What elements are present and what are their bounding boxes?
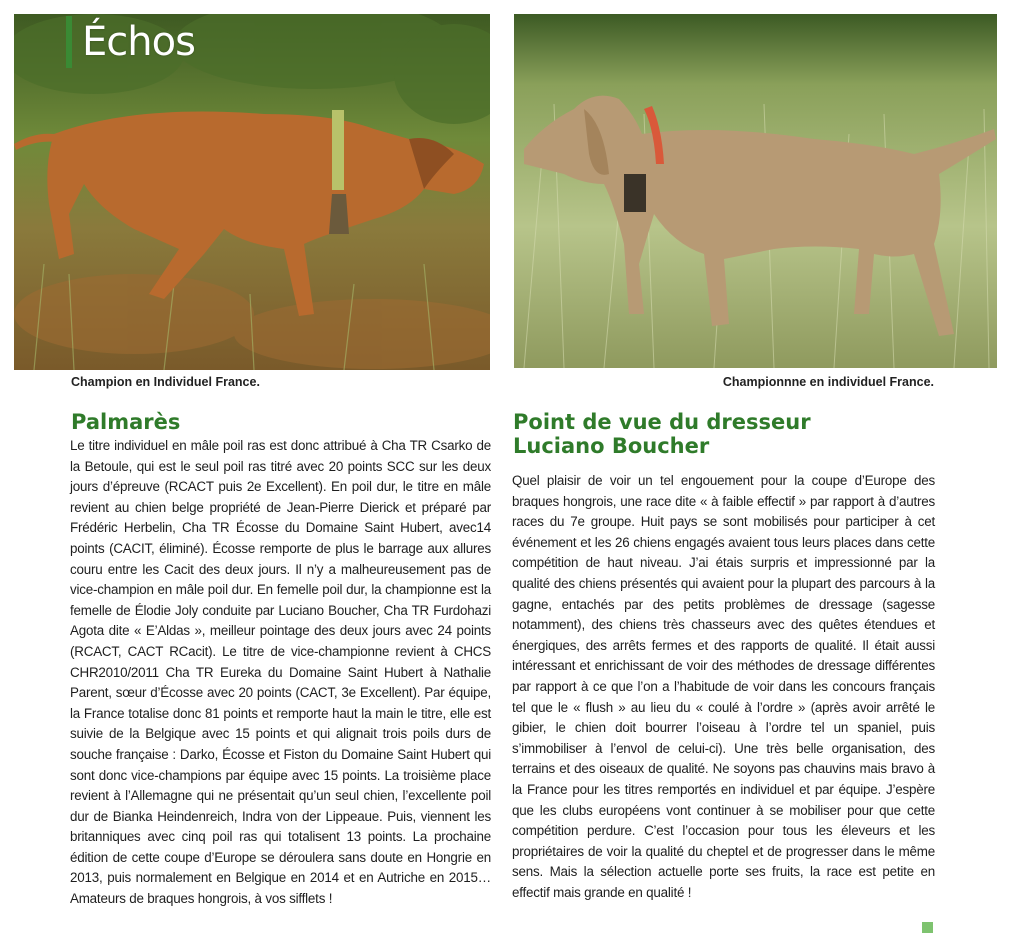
section-label: Échos [82, 19, 195, 65]
trainer-viewpoint-body: Quel plaisir de voir un tel engouement pour la coupe d’Europe des braques hongrois, une race dite « à faible effectif » par rapport à d’autres races du 7e groupe. Huit pays se sont mobilisés pour participer à cet événement et les 26 chiens engagés avaient tous leurs places dans cette compétition de haut niveau. J’ai étais surpris et impressionné par la qualité des chiens présentés qui avaient pour la plupart des parcours à la gagne, entachés par des petits problèmes de dressage (sagesse notamment), des chiens très chasseurs avec des quêtes étendues et énergiques, des arrêts fermes et des rapports de qualité. Il était aussi intéressant et enrichissant de voir des méthodes de dressage différentes par rapport à ce que l’on a l’habitude de voir dans les concours français tel que le « flush » au lieu du « coulé à l’ordre » (après avoir arrêté le gibier, le chien doit bourrer l’oiseau à l’ordre tel un spaniel, puis s’immobiliser à l’envol de celui-ci). Une très belle organisation, des terrains et des oiseaux de qualité. Ne soyons pas chauvins mais bravo à la France pour les titres remportés en individuel et par équipe. J’espère que les clubs européens vont continuer à se mobiliser pour que cette compétition perdure. C’est l’occasion pour tous les éleveurs et les propriétaires de voir la qualité du cheptel et de progresser dans le même sens. Mais la sélection actuelle porte ses fruits, la race est petite en effectif mais grande en qualité ! [512, 473, 935, 900]
trainer-viewpoint-heading [513, 410, 811, 458]
heading-line-2: Luciano Boucher [513, 434, 710, 458]
section-tag [66, 16, 195, 68]
article-end-mark [922, 922, 933, 933]
palmares-body: Le titre individuel en mâle poil ras est donc attribué à Cha TR Csarko de la Betoule, qui est le seul poil ras titré avec 20 points SCC sur les deux jours d’épreuve (RCACT puis 2e Excellent). En poil dur, le titre en mâle revient au chien belge propriété de Jean-Pierre Dierick et préparé par Frédéric Herbelin, Cha TR Écosse du Domaine Saint Hubert, avec14 points (CACIT, éliminé). Écosse remporte de plus le barrage aux allures couru entre les Cacit des deux jours. Il n’y a malheureusement pas de vice-champion en mâle poil dur. En femelle poil dur, la championne est la femelle de Élodie Joly conduite par Luciano Boucher, Cha TR Furdohazi Agota dite « E’Aldas », meilleur pointage des deux jours avec 24 points (RCACT, CACT RCacit). Le titre de vice-championne revient à CHCS CHR2010/2011 Cha TR Eureka du Domaine Saint Hubert à Nathalie Parent, sœur d’Écosse avec 20 points (CACT, 3e Excellent). Par équipe, la France totalise donc 81 points et remporte haut la main le titre, elle est suivie de la Belgique avec 15 points et qui alignait trois poils durs de souche française : Darko, Écosse et Fiston du Domaine Saint Hubert qui sont donc vice-champions par équipe avec 15 points. La troisième place revient à l’Allemagne qui ne présentait qu’un seul chien, l’excellente poil dur de Bianka Heindenreich, Indra von der Lippeaue. Puis, viennent les britanniques avec cinq poil ras qui totalisent 13 points. La prochaine édition de cette coupe d’Europe se déroulera sans doute en Hongrie en 2013, puis normalement en Belgique en 2014 et en Autriche en 2015… Amateurs de braques hongrois, à vos sifflets ! [70, 438, 491, 907]
caption-right-photo: Championnne en individuel France. [722, 375, 934, 389]
photo-wirehaired-vizsla [514, 14, 997, 368]
heading-line-1: Point de vue du dresseur [513, 410, 811, 434]
caption-left-photo: Champion en Individuel France. [71, 375, 260, 389]
section-bar [66, 16, 72, 68]
palmares-heading: Palmarès [71, 410, 181, 434]
